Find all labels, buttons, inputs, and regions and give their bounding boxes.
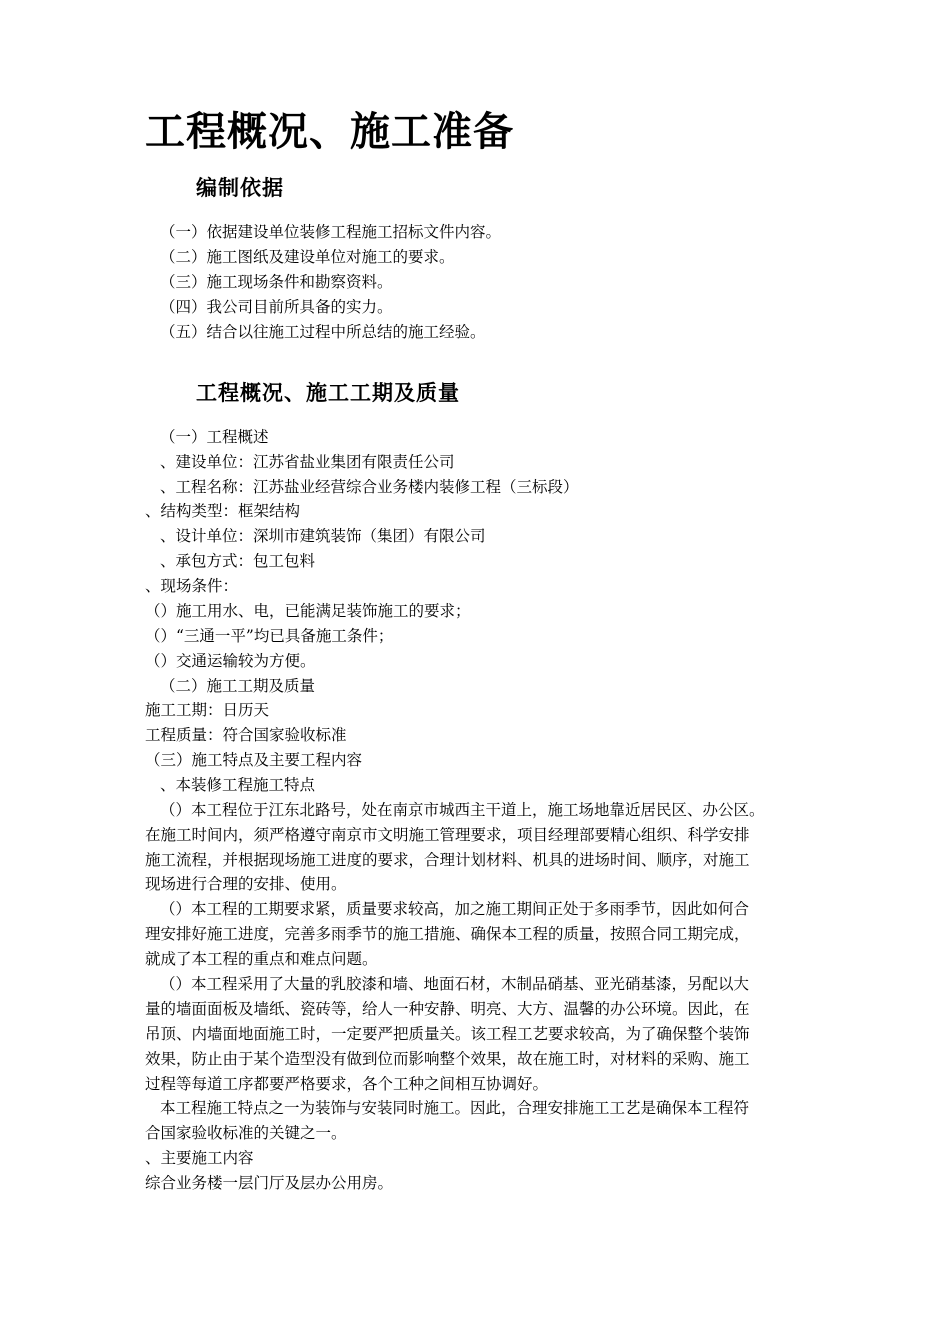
overview-line: （三）施工特点及主要工程内容 (145, 751, 363, 769)
overview-line: 、本装修工程施工特点 (160, 776, 316, 794)
overview-line: 本工程施工特点之一为装饰与安装同时施工。因此，合理安排施工工艺是确保本工程符 (160, 1099, 750, 1117)
overview-line: （）交通运输较为方便。 (145, 652, 316, 670)
overview-line: （一）工程概述 (160, 428, 269, 446)
overview-line: 综合业务楼一层门厅及层办公用房。 (145, 1174, 394, 1192)
overview-line: （二）施工工期及质量 (160, 677, 316, 695)
overview-line: 、承包方式：包工包料 (160, 552, 316, 570)
page-title: 工程概况、施工准备 (145, 108, 514, 155)
overview-line: 在施工时间内，须严格遵守南京市文明施工管理要求，项目经理部要精心组织、科学安排 (145, 826, 750, 844)
overview-line: 吊顶、内墙面地面施工时，一定要严把质量关。该工程工艺要求较高，为了确保整个装饰 (145, 1025, 750, 1043)
overview-heading: 工程概况、施工工期及质量 (196, 381, 460, 405)
overview-line: 施工工期：日历天 (145, 701, 270, 719)
overview-line: （）“三通一平”均已具备施工条件； (145, 627, 394, 645)
overview-line: 工程质量：符合国家验收标准 (145, 726, 347, 744)
overview-line: 就成了本工程的重点和难点问题。 (145, 950, 378, 968)
overview-line: 施工流程，并根据现场施工进度的要求，合理计划材料、机具的进场时间、顺序，对施工 (145, 851, 750, 869)
overview-line: 合国家验收标准的关键之一。 (145, 1124, 347, 1142)
overview-line: 效果，防止由于某个造型没有做到位而影响整个效果，故在施工时，对材料的采购、施工 (145, 1050, 750, 1068)
overview-line: 、建设单位：江苏省盐业集团有限责任公司 (160, 453, 455, 471)
overview-line: （）本工程的工期要求紧，质量要求较高，加之施工期间正处于多雨季节，因此如何合 (160, 900, 750, 918)
basis-item: （一）依据建设单位装修工程施工招标文件内容。 (160, 223, 502, 241)
overview-line: 、结构类型：框架结构 (145, 502, 301, 520)
overview-line: 、现场条件： (145, 577, 239, 595)
basis-item: （二）施工图纸及建设单位对施工的要求。 (160, 248, 455, 266)
overview-line: 、设计单位：深圳市建筑装饰（集团）有限公司 (160, 527, 486, 545)
overview-line: （）本工程采用了大量的乳胶漆和墙、地面石材，木制品硝基、亚光硝基漆，另配以大 (160, 975, 750, 993)
overview-line: 、工程名称：江苏盐业经营综合业务楼内装修工程（三标段） (160, 478, 579, 496)
overview-line: 量的墙面面板及墙纸、瓷砖等，给人一种安静、明亮、大方、温馨的办公环境。因此，在 (145, 1000, 750, 1018)
overview-line: 现场进行合理的安排、使用。 (145, 875, 347, 893)
overview-line: 、主要施工内容 (145, 1149, 254, 1167)
basis-item: （五）结合以往施工过程中所总结的施工经验。 (160, 323, 486, 341)
basis-item: （三）施工现场条件和勘察资料。 (160, 273, 393, 291)
overview-line: （）本工程位于江东北路号，处在南京市城西主干道上，施工场地靠近居民区、办公区。 (160, 801, 765, 819)
basis-item: （四）我公司目前所具备的实力。 (160, 298, 393, 316)
overview-line: 过程等每道工序都要严格要求，各个工种之间相互协调好。 (145, 1075, 549, 1093)
basis-heading: 编制依据 (196, 176, 284, 200)
overview-line: （）施工用水、电，已能满足装饰施工的要求； (145, 602, 471, 620)
overview-line: 理安排好施工进度，完善多雨季节的施工措施、确保本工程的质量，按照合同工期完成， (145, 925, 750, 943)
